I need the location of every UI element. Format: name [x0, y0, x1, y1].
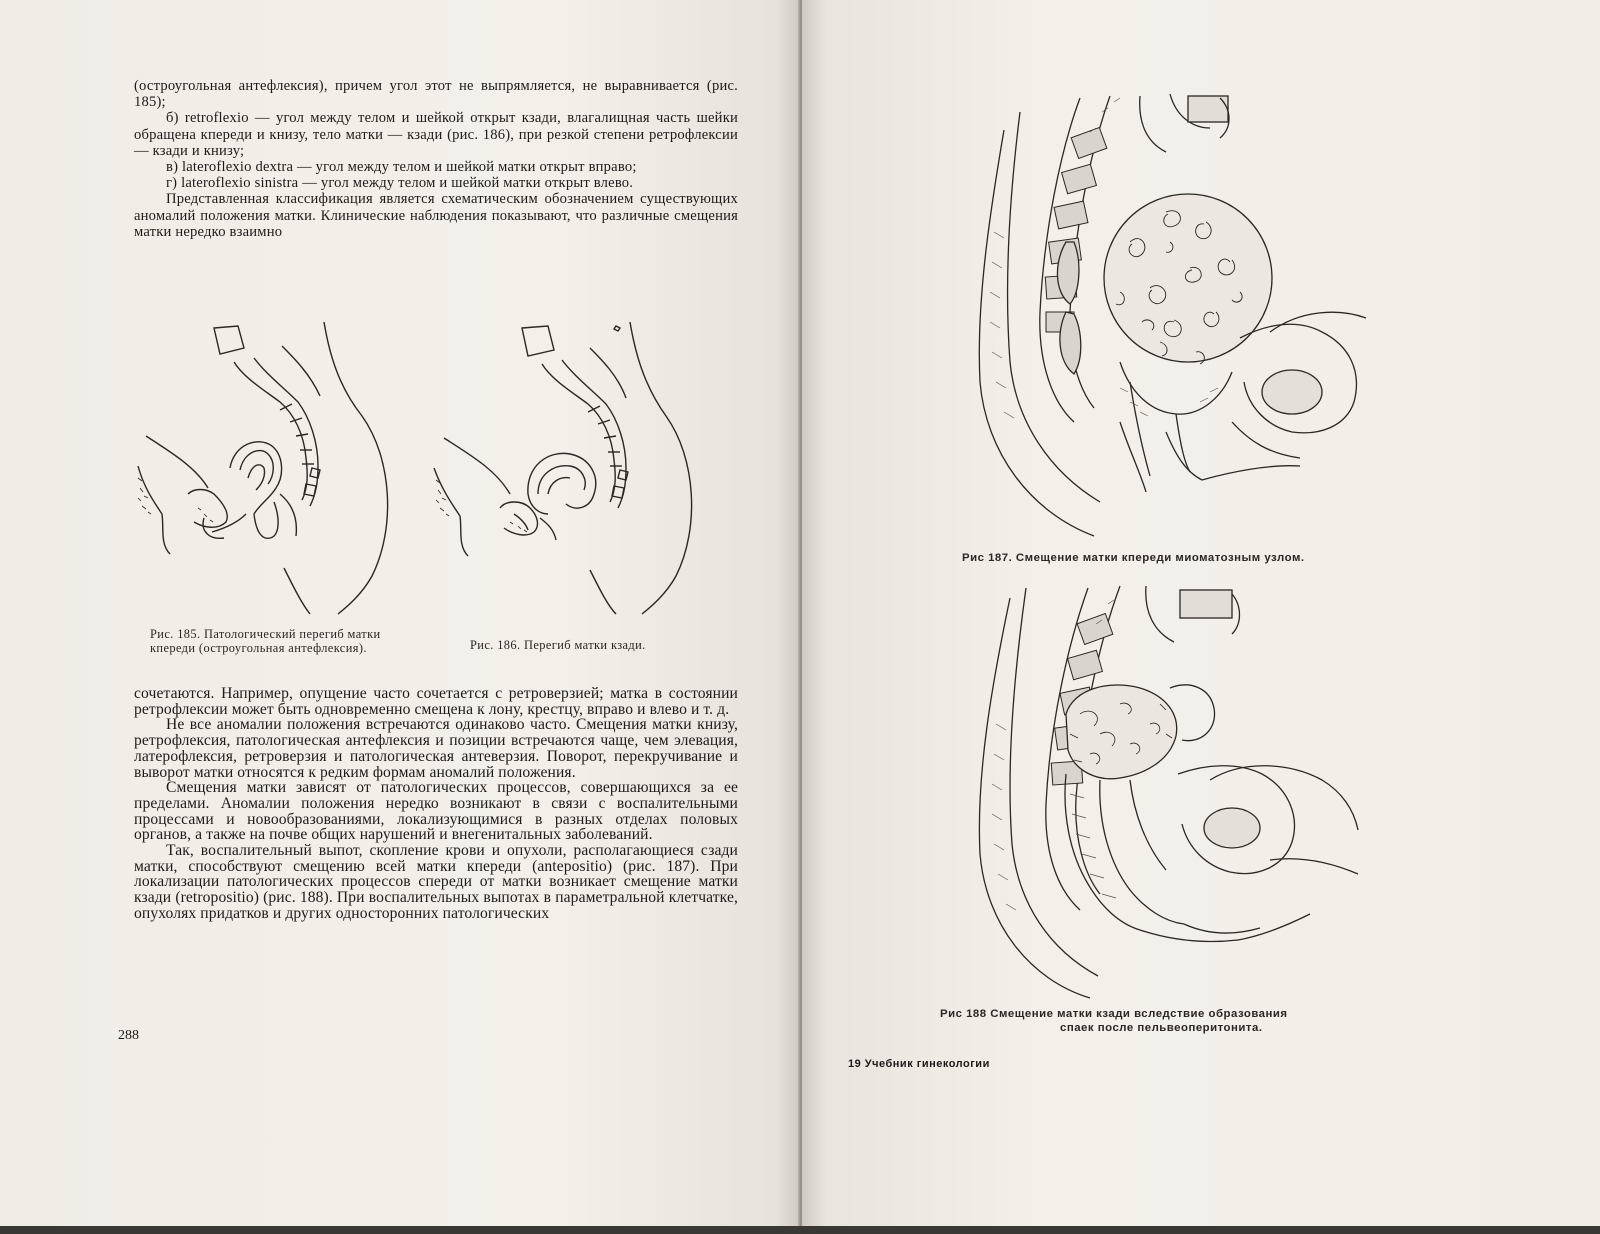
- figure-186-caption: Рис. 186. Перегиб матки кзади.: [470, 638, 646, 652]
- figure-186-drawing: [430, 318, 720, 618]
- paragraph: Не все аномалии положения встречаются одинаково часто. Смещения матки книзу, ретрофлексия, патологическая антефлексия и позиции встречаются чаще, чем элевация, латерофлексия, ретроверзия и патологическая антеверзия. Поворот, перекручивание и выворот матки относятся к редким формам аномалий положения.: [134, 716, 738, 781]
- figure-188-caption-line2: спаек после пельвеоперитонита.: [1060, 1022, 1263, 1034]
- signature-mark: 19 Учебник гинекологии: [848, 1058, 990, 1070]
- top-text-block: [134, 78, 738, 240]
- paragraph: Представленная классификация является схематическим обозначением существующих аномалий положения матки. Клинические наблюдения показывают, что различные смещения матки нередко взаимно: [134, 191, 738, 240]
- figure-185-drawing: [134, 318, 414, 618]
- bottom-text-block: [134, 686, 738, 922]
- paragraph: сочетаются. Например, опущение часто сочетается с ретроверзией; матка в состоянии ретрофлексии может быть одновременно смещена к лону, крестцу, вправо и влево и т. д.: [134, 685, 738, 718]
- page-bottom-edge: [0, 1226, 1600, 1234]
- figure-188-caption-line1: Рис 188 Смещение матки кзади вследствие образования: [940, 1008, 1288, 1020]
- paragraph: б) retroflexio — угол между телом и шейкой открыт кзади, влагалищная часть шейки обращена кпереди и книзу, тело матки — кзади (рис. 186), при резкой степени ретрофлексии — кзади и книзу;: [134, 110, 738, 159]
- figure-187-drawing: [970, 92, 1370, 540]
- paragraph: г) lateroflexio sinistra — угол между телом и шейкой матки открыт влево.: [166, 175, 634, 192]
- paragraph: (остроугольная антефлексия), причем угол этот не выпрямляется, не выравнивается (рис. 185);: [134, 78, 738, 111]
- figure-185-caption: Рис. 185. Патологический перегиб матки кпереди (остроугольная антефлексия).: [150, 627, 381, 655]
- paragraph: Так, воспалительный выпот, скопление крови и опухоли, располагающиеся сзади матки, способствуют смещению всей матки кпереди (antepositio) (рис. 187). При локализации патологических процессов спереди от матки возникает смещение матки кзади (retropositio) (рис. 188). При воспалительных выпотах в параметральной клетчатке, опухолях придатков и других односторонних патологических: [134, 842, 738, 922]
- page-number: 288: [118, 1028, 139, 1043]
- paragraph: в) lateroflexio dextra — угол между телом и шейкой матки открыт вправо;: [166, 159, 637, 176]
- figure-188-drawing: [970, 584, 1370, 1002]
- right-page: [802, 0, 1600, 1234]
- paragraph: Смещения матки зависят от патологических процессов, совершающихся за ее пределами. Аномалии положения нередко возникают в связи с воспалительными процессами и новообразованиями, локализующимися в разных отделах половых органов, а также на почве общих нарушений и внегенитальных заболеваний.: [134, 779, 738, 844]
- figure-187-caption: Рис 187. Смещение матки кпереди миоматозным узлом.: [962, 552, 1305, 564]
